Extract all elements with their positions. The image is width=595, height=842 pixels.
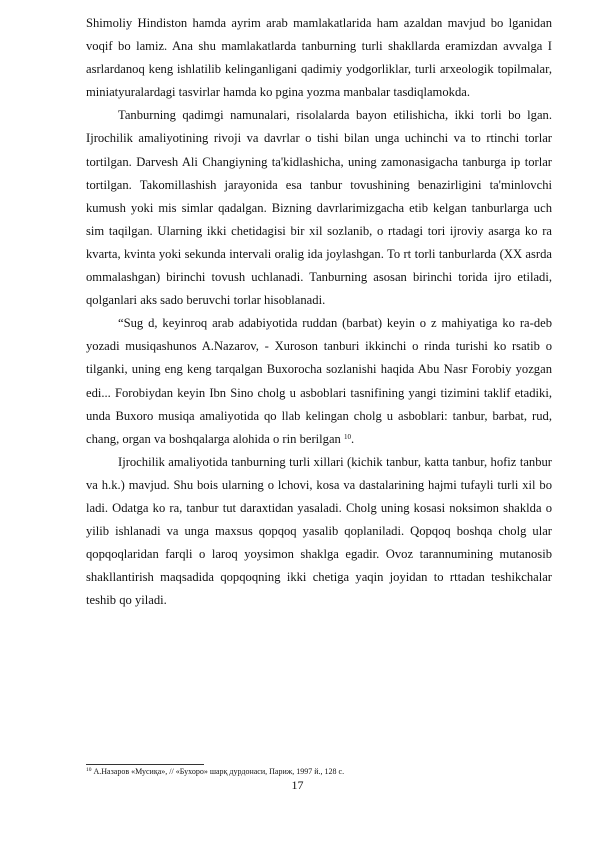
footnote-number: 10: [86, 767, 92, 773]
footnote-separator: [86, 764, 204, 765]
paragraph-2: Tanburning qadimgi namunalari, risolalarda bayon etilishicha, ikki torli bo lgan. Ijrochilik amaliyotining rivoji va davrlar o tishi bilan unga uchinchi va to rtinchi torlar tortilgan. Darvesh Ali Changiyning ta'kidlashicha, uning zamonasigacha tanburga ip torlar tortilgan. Takomillashish jarayonida esa tanbur tovushining benazirligini ta'minlovchi kumush yoki mis simlar qadalgan. Bizning davrlarimizgacha etib kelgan tanburlarga uch sim taqilgan. Ularning ikki chetidagisi bir xil sozlanib, o rtadagi tori ijroviy asarga ko ra kvarta, kvinta yoki sekunda intervali oralig ida joylashgan. To rt torli tanburlarda (XX asrda ommalashgan) birinchi tovush uchlanadi. Tanburning asosan birinchi torida ijro etiladi, qolganlari aks sado beruvchi torlar hisoblanadi.: [86, 108, 552, 308]
body-text: [86, 12, 552, 612]
footnote-text: А.Назаров «Мусиқа», // «Бухоро» шарқ дурдонаси, Париж, 1997 й., 128 с.: [91, 767, 345, 776]
footnote-reference[interactable]: 10: [343, 432, 351, 441]
paragraph-1: Shimoliy Hindiston hamda ayrim arab mamlakatlarida ham azaldan mavjud bo lganidan voqif bo lamiz. Ana shu mamlakatlarda tanburning turli shakllarda eramizdan avvalga I asrlardanoq keng ishlatilib kelinganligani qadimiy yodgorliklar, turli arxeologik topilmalar, miniatyuralardagi tasvirlar hamda ko pgina yozma manbalar tasdiqlamokda.: [86, 16, 552, 100]
footnote: [86, 767, 552, 777]
footnote-reference-tail: .: [350, 431, 355, 446]
paragraph-3: [86, 312, 552, 451]
paragraph-4: Ijrochilik amaliyotida tanburning turli xillari (kichik tanbur, katta tanbur, hofiz tanbur va h.k.) mavjud. Shu bois ularning o lchovi, kosa va dastalarining hajmi tufayli turli xil bo ladi. Odatga ko ra, tanbur tut daraxtidan yasaladi. Cholg uning kosasi noksimon shaklda o yilib ishlanadi va unga maxsus qopqoq yasalib qoplaniladi. Qopqoq boshqa cholg ular qopqoqlaridan farqli o laroq yoysimon shaklga egadir. Ovoz tarannumining mutanosib shakllantirish maqsadida qopqoqning ikki chetiga yaqin joyidan to rttadan teshikchalar teshib qo yiladi.: [86, 454, 552, 608]
page-number: 17: [291, 778, 304, 792]
paragraph-3-text: “Sug d, keyinroq arab adabiyotida ruddan (barbat) keyin o z mahiyatiga ko ra-deb yozadi musiqashunos A.Nazarov, - Xuroson tanburi ikkinchi o rinda turishi ko rsatib o tilganki, uning eng keng tarqalgan Buxorocha sozlanishi haqida Abu Nasr Forobiy yozgan edi... Forobiydan keyin Ibn Sino cholg u asboblari tasnifining yangi tizimini taklif etadiki, unda Buxoro musiqa amaliyotida qo llab kelingan cholg u asboblari: tanbur, barbat, rud, chang, organ va boshqalarga alohida o rin berilgan: [86, 316, 552, 446]
